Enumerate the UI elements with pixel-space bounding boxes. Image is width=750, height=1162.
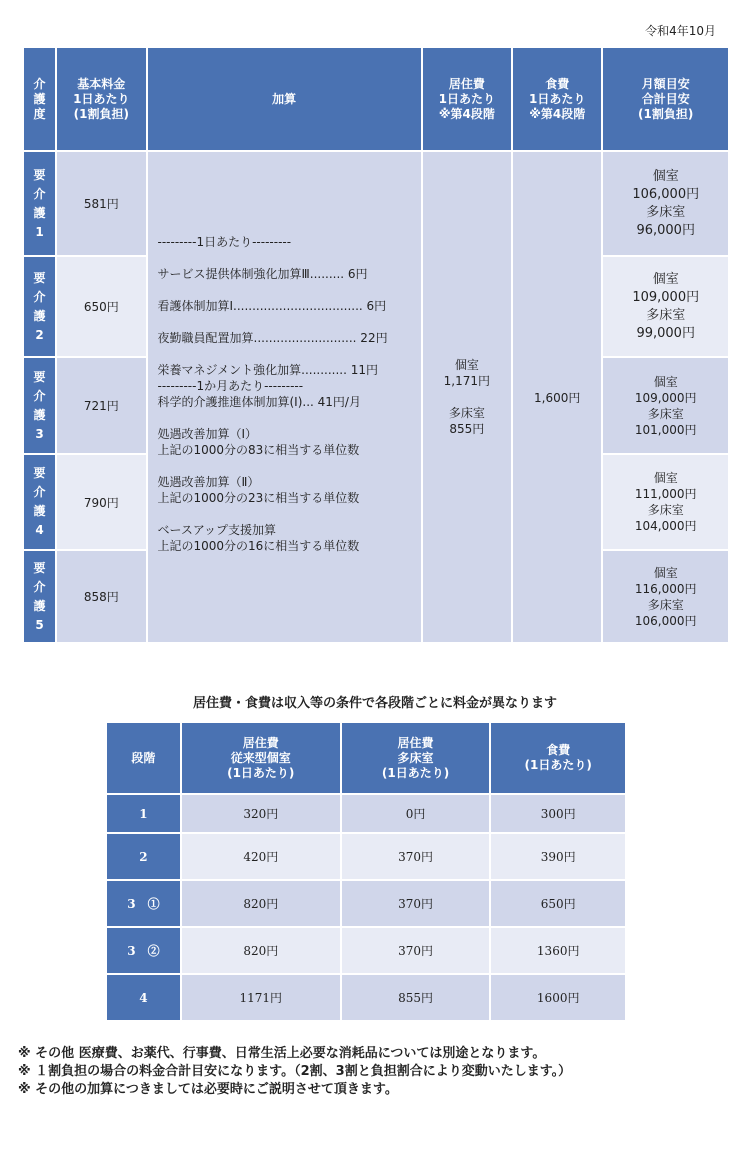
stage-table-title: 居住費・食費は収入等の条件で各段階ごとに料金が異なります xyxy=(192,696,557,711)
monthly-label: 多床室 xyxy=(647,406,684,421)
stage-header-food: 食費 (1日あたり) xyxy=(491,723,625,793)
monthly-1 xyxy=(603,152,728,255)
shogu-kasan-2-desc: 上記の1000分の23に相当する単位数 xyxy=(157,491,360,505)
stage-private-room-fee: 320円 xyxy=(182,795,340,832)
stage-label: 2 xyxy=(107,834,180,879)
stage-label: 4 xyxy=(107,975,180,1020)
monthly-2 xyxy=(603,257,728,356)
date-label: 令和4年10月 xyxy=(645,24,716,38)
stage-fee-table xyxy=(105,721,627,1022)
monthly-label: 個室 xyxy=(653,471,678,485)
stage-private-room-fee: 1171円 xyxy=(182,975,340,1020)
baseup-kasan-title: ベースアップ支援加算 xyxy=(157,523,277,537)
note-item: ※ その他 医療費、お薬代、行事費、日常生活上必要な消耗品については別途となります。 xyxy=(18,1046,546,1061)
header-base-fee: 基本料金 1日あたり (1割負担) xyxy=(57,48,145,150)
stage-private-room-fee: 420円 xyxy=(182,834,340,879)
notes xyxy=(18,1045,571,1099)
housing-room-type: 個室 xyxy=(454,358,479,372)
monthly-value: 106,000円 xyxy=(632,186,700,202)
monthly-label: 多床室 xyxy=(646,204,686,220)
stage-private-room-fee: 820円 xyxy=(182,881,340,926)
monthly-value: 109,000円 xyxy=(634,390,697,405)
kasan-item: 看護体制加算Ⅰ.................................. 6円 xyxy=(157,299,387,313)
base-fee-3: 721円 xyxy=(57,358,145,453)
kasan-item: サービス提供体制強化加算Ⅲ......... 6円 xyxy=(157,267,368,281)
kasan-cell xyxy=(148,152,421,642)
header-food: 食費 1日あたり ※第4段階 xyxy=(513,48,601,150)
kasan-item: 栄養マネジメント強化加算............ 11円 xyxy=(157,363,378,377)
base-fee-1: 581円 xyxy=(57,152,145,255)
monthly-label: 個室 xyxy=(653,374,678,389)
stage-header-shared-room: 居住費 多床室 (1日あたり) xyxy=(342,723,490,793)
shogu-kasan-1-desc: 上記の1000分の83に相当する単位数 xyxy=(157,443,360,457)
monthly-label: 多床室 xyxy=(646,307,686,323)
header-monthly: 月額目安 合計目安 (1割負担) xyxy=(603,48,728,150)
monthly-value: 111,000円 xyxy=(634,487,697,501)
stage-label: 3 ① xyxy=(107,881,180,926)
monthly-value: 116,000円 xyxy=(634,581,697,596)
kasan-monthly-item: 科学的介護推進体制加算(Ⅰ)... 41円/月 xyxy=(157,395,361,409)
monthly-label: 多床室 xyxy=(647,503,684,517)
base-fee-4: 790円 xyxy=(57,455,145,549)
stage-food-fee: 1360円 xyxy=(491,928,625,973)
base-fee-5: 858円 xyxy=(57,551,145,642)
kasan-per-day: ---------1日あたり--------- xyxy=(157,235,292,249)
stage-header-level: 段階 xyxy=(107,723,180,793)
housing-price: 1,171円 xyxy=(443,374,491,388)
food-cell: 1,600円 xyxy=(513,152,601,642)
stage-label: 3 ② xyxy=(107,928,180,973)
fee-table xyxy=(22,46,730,644)
stage-shared-room-fee: 0円 xyxy=(342,795,490,832)
stage-shared-room-fee: 855円 xyxy=(342,975,490,1020)
monthly-label: 多床室 xyxy=(647,597,684,612)
baseup-kasan-desc: 上記の1000分の16に相当する単位数 xyxy=(157,539,360,553)
monthly-value: 99,000円 xyxy=(636,325,695,341)
monthly-5 xyxy=(603,551,728,642)
monthly-4 xyxy=(603,455,728,549)
stage-food-fee: 650円 xyxy=(491,881,625,926)
kasan-item: 夜勤職員配置加算........................... 22円 xyxy=(157,331,388,345)
housing-room-type: 多床室 xyxy=(448,406,485,420)
monthly-value: 104,000円 xyxy=(634,519,697,533)
housing-spacer xyxy=(423,389,511,405)
stage-header-private-room: 居住費 従来型個室 (1日あたり) xyxy=(182,723,340,793)
shogu-kasan-2-title: 処遇改善加算（Ⅱ） xyxy=(157,475,260,489)
care-level-1: 要 介 護 1 xyxy=(24,152,55,255)
monthly-label: 個室 xyxy=(652,271,679,287)
note-item: ※ その他の加算につきましては必要時にご説明させて頂きます。 xyxy=(18,1082,398,1097)
care-level-4: 要 介 護 4 xyxy=(24,455,55,549)
housing-price: 855円 xyxy=(449,422,485,436)
stage-shared-room-fee: 370円 xyxy=(342,881,490,926)
stage-shared-room-fee: 370円 xyxy=(342,928,490,973)
monthly-value: 96,000円 xyxy=(636,222,695,238)
header-level: 介 護 度 xyxy=(24,48,55,150)
stage-food-fee: 1600円 xyxy=(491,975,625,1020)
kasan-per-month: ---------1か月あたり--------- xyxy=(157,379,304,393)
care-level-5: 要 介 護 5 xyxy=(24,551,55,642)
care-level-3: 要 介 護 3 xyxy=(24,358,55,453)
base-fee-2: 650円 xyxy=(57,257,145,356)
shogu-kasan-1-title: 処遇改善加算（Ⅰ） xyxy=(157,427,258,441)
note-item: ※ １割負担の場合の料金合計目安になります。（2割、3割と負担割合により変動いたします。） xyxy=(18,1064,572,1079)
stage-shared-room-fee: 370円 xyxy=(342,834,490,879)
monthly-value: 106,000円 xyxy=(634,613,697,628)
header-housing: 居住費 1日あたり ※第4段階 xyxy=(423,48,511,150)
housing-cell xyxy=(423,152,511,642)
monthly-label: 個室 xyxy=(652,168,679,184)
monthly-value: 101,000円 xyxy=(634,422,697,437)
stage-private-room-fee: 820円 xyxy=(182,928,340,973)
stage-label: 1 xyxy=(107,795,180,832)
care-level-2: 要 介 護 2 xyxy=(24,257,55,356)
stage-food-fee: 300円 xyxy=(491,795,625,832)
stage-food-fee: 390円 xyxy=(491,834,625,879)
monthly-3 xyxy=(603,358,728,453)
header-kasan: 加算 xyxy=(148,48,421,150)
monthly-value: 109,000円 xyxy=(632,289,700,305)
monthly-label: 個室 xyxy=(653,565,678,580)
